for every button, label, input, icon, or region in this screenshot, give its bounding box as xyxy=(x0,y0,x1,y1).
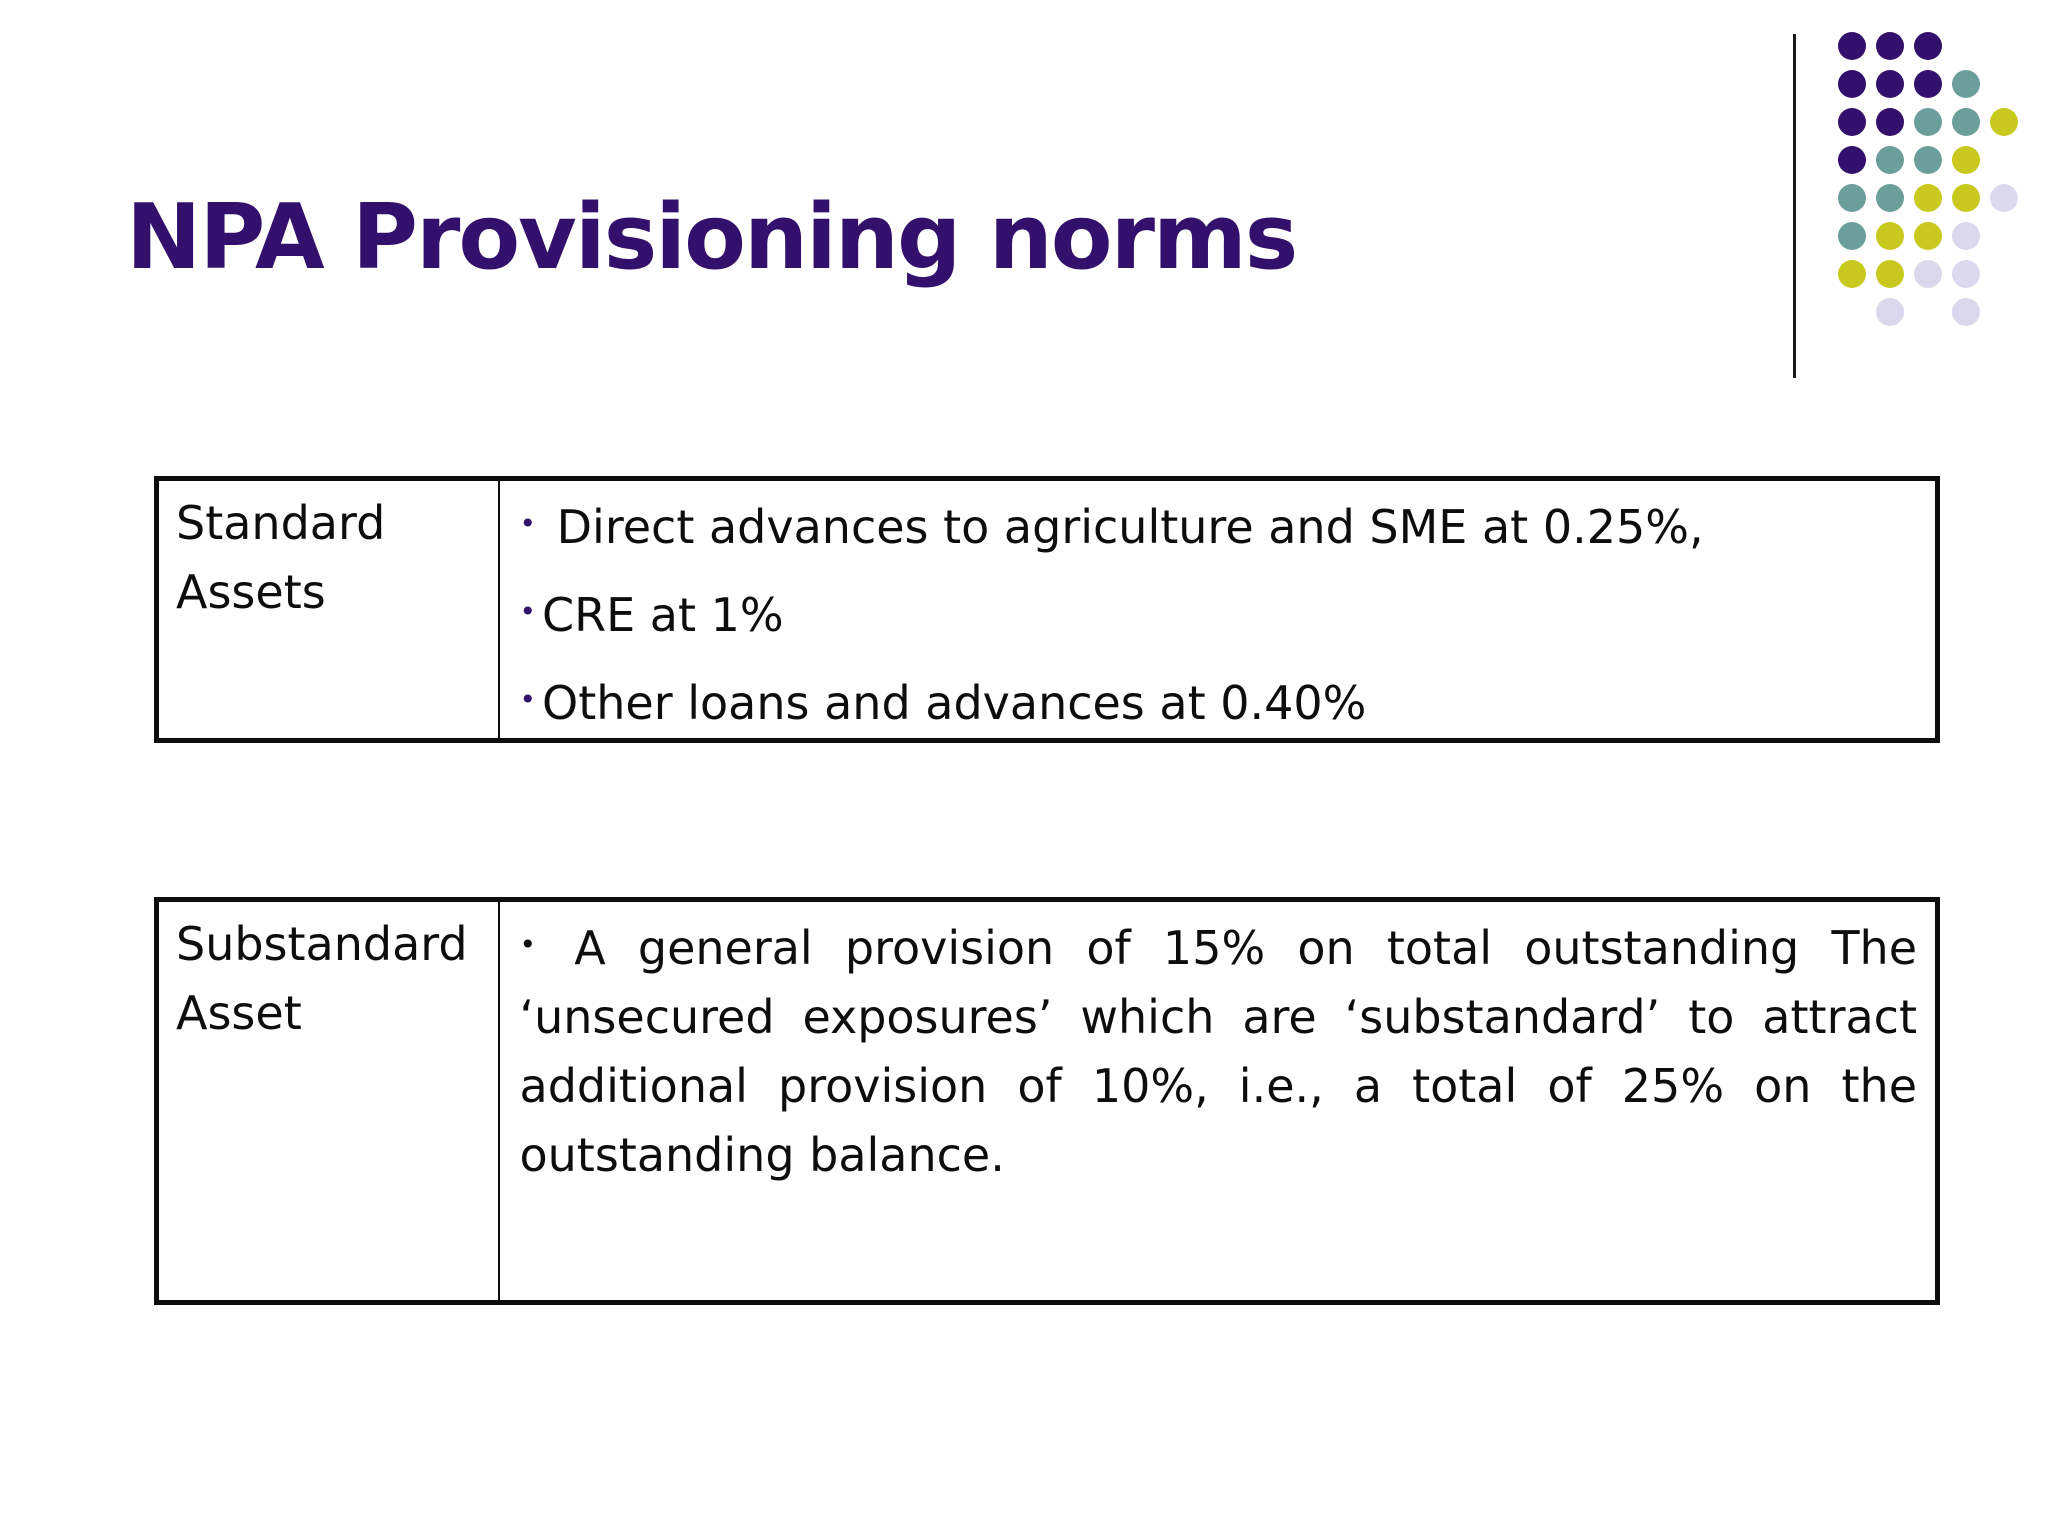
decorative-dot xyxy=(1876,146,1904,174)
bullet-icon: • xyxy=(519,683,537,716)
decorative-dot xyxy=(1914,260,1942,288)
list-item-text: Other loans and advances at 0.40% xyxy=(542,676,1367,730)
bullet-icon: • xyxy=(519,595,537,628)
substandard-asset-provisions xyxy=(499,900,1938,1303)
decorative-dot xyxy=(1952,108,1980,136)
decorative-dot xyxy=(1914,222,1942,250)
decorative-dot xyxy=(1990,108,2018,136)
decorative-dot xyxy=(1952,222,1980,250)
list-item xyxy=(520,489,1918,562)
decorative-dot-grid xyxy=(1838,32,2028,332)
standard-assets-label: Standard Assets xyxy=(157,479,499,741)
list-item-text: A general provision of 15% on total outstanding The ‘unsecured exposures’ which are ‘substandard’ to attract additional provision of 10%, i.e., a total of 25% on the outstanding balance. xyxy=(519,921,1917,1182)
decorative-dot xyxy=(1838,260,1866,288)
decorative-dot xyxy=(1914,108,1942,136)
standard-assets-table xyxy=(154,476,1940,743)
decorative-dot xyxy=(1838,146,1866,174)
decorative-dot xyxy=(1838,108,1866,136)
bullet-icon: • xyxy=(519,928,537,961)
decorative-dot xyxy=(1952,298,1980,326)
vertical-divider xyxy=(1793,34,1796,378)
list-item xyxy=(520,577,1918,650)
decorative-dot xyxy=(1914,184,1942,212)
table-row xyxy=(157,900,1938,1303)
substandard-asset-table xyxy=(154,897,1940,1305)
decorative-dot xyxy=(1876,222,1904,250)
decorative-dot xyxy=(1838,70,1866,98)
decorative-dot xyxy=(1990,184,2018,212)
decorative-dot xyxy=(1876,32,1904,60)
decorative-dot xyxy=(1914,146,1942,174)
standard-assets-provisions xyxy=(499,479,1938,741)
decorative-dot xyxy=(1876,184,1904,212)
bullet-icon: • xyxy=(519,507,537,540)
decorative-dot xyxy=(1914,32,1942,60)
decorative-dot xyxy=(1876,260,1904,288)
decorative-dot xyxy=(1952,70,1980,98)
table-row xyxy=(157,479,1938,741)
decorative-dot xyxy=(1838,32,1866,60)
decorative-dot xyxy=(1952,146,1980,174)
decorative-dot xyxy=(1876,108,1904,136)
list-item xyxy=(520,665,1918,738)
substandard-asset-label: Substandard Asset xyxy=(157,900,499,1303)
slide-title: NPA Provisioning norms xyxy=(126,185,1297,290)
decorative-dot xyxy=(1838,222,1866,250)
decorative-dot xyxy=(1952,184,1980,212)
list-item xyxy=(520,910,1918,1190)
decorative-dot xyxy=(1876,70,1904,98)
decorative-dot xyxy=(1914,70,1942,98)
list-item-text: CRE at 1% xyxy=(542,588,784,642)
decorative-dot xyxy=(1876,298,1904,326)
decorative-dot xyxy=(1838,184,1866,212)
decorative-dot xyxy=(1952,260,1980,288)
list-item-text: Direct advances to agriculture and SME at 0.25%, xyxy=(542,500,1704,554)
